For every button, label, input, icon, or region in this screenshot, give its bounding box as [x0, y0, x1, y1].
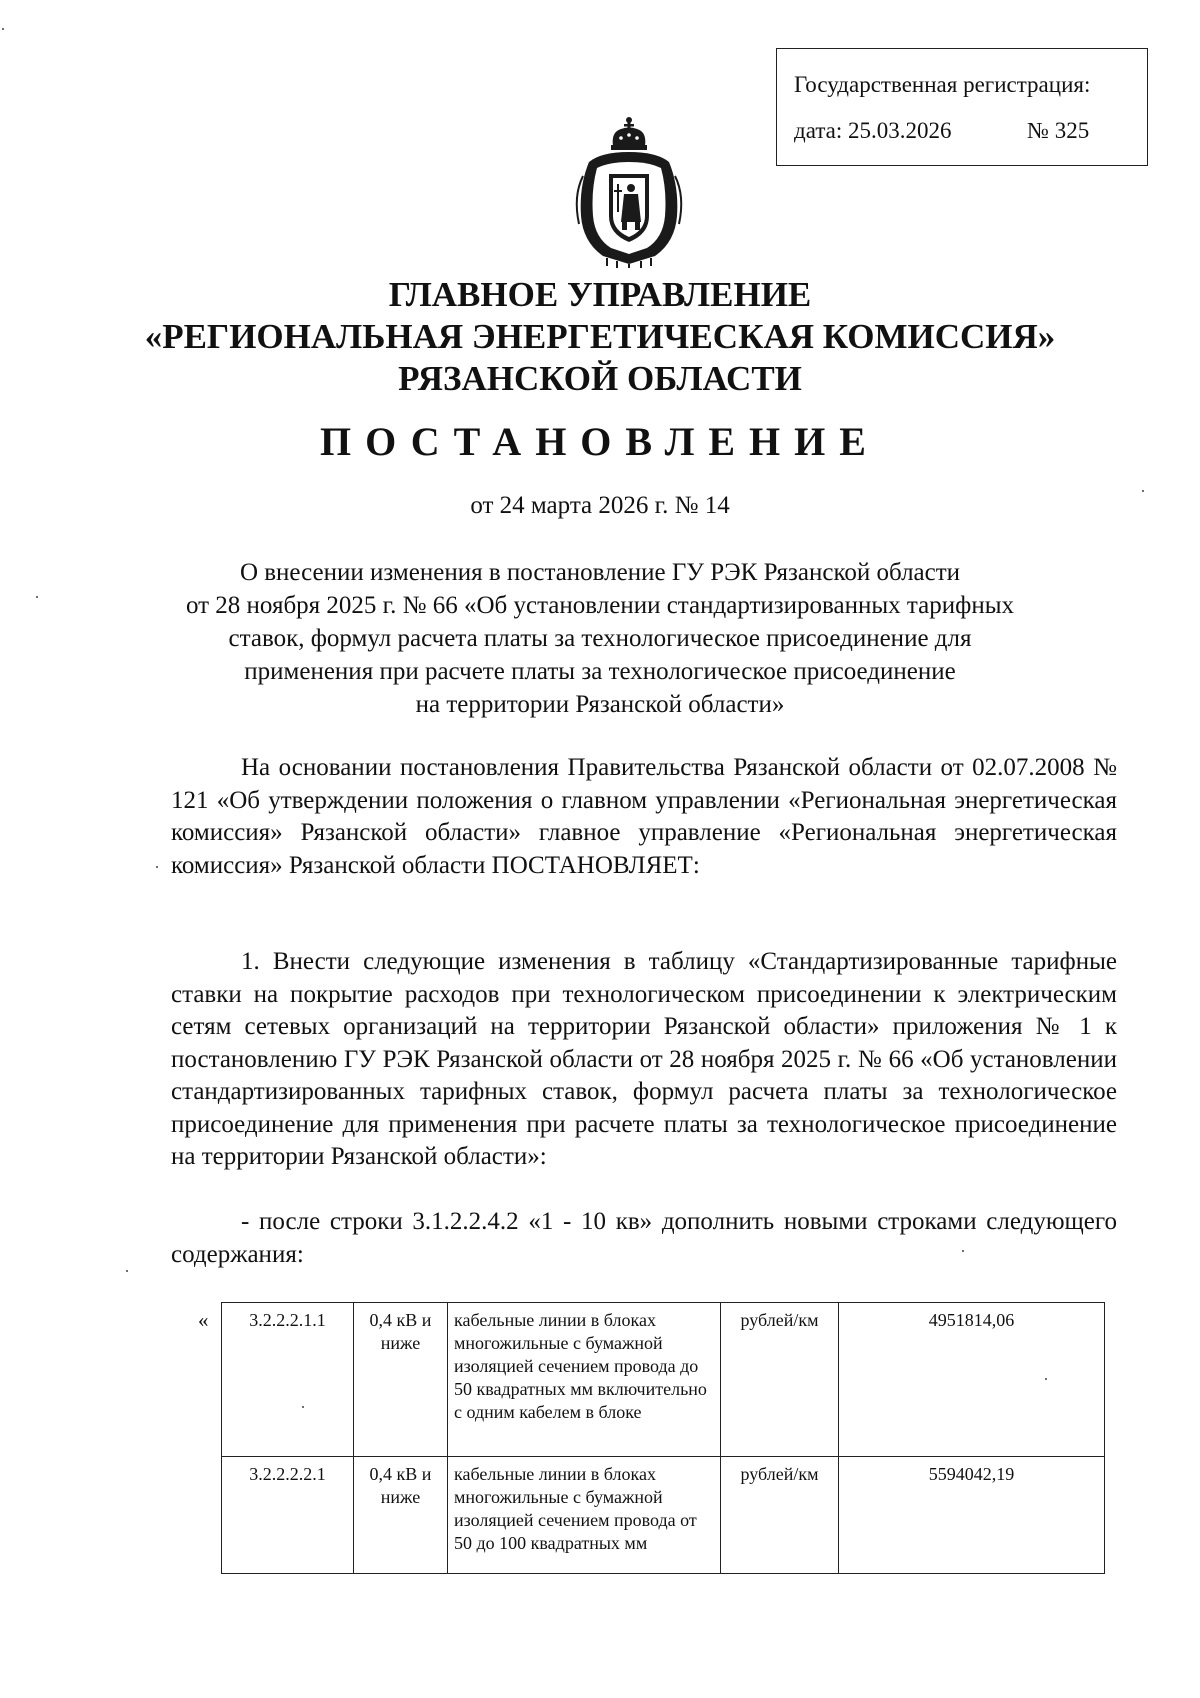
scan-speck: [962, 1250, 964, 1252]
registration-date: дата: 25.03.2026: [794, 118, 952, 143]
subject-line: ставок, формул расчета платы за технологическое присоединение для: [228, 625, 972, 652]
ryazan-coat-of-arms-icon: [567, 116, 691, 268]
scan-speck: [156, 866, 158, 868]
org-line-1: ГЛАВНОЕ УПРАВЛЕНИЕ: [388, 275, 812, 314]
row-value: 5594042,19: [839, 1457, 1105, 1574]
subject-line: О внесении изменения в постановление ГУ РЭК Рязанской области: [239, 559, 961, 586]
item-1-subparagraph: - после строки 3.1.2.2.4.2 «1 - 10 кв» дополнить новыми строками следующего содержания:: [171, 1208, 1117, 1268]
registration-stamp: [776, 48, 1148, 166]
document-date: от 24 марта 2026 г. № 14: [470, 492, 730, 519]
org-line-2: «РЕГИОНАЛЬНАЯ ЭНЕРГЕТИЧЕСКАЯ КОМИССИЯ»: [144, 317, 1056, 356]
subject-line: применения при расчете платы за технологическое присоединение: [244, 658, 956, 685]
scan-speck: [2, 28, 4, 30]
table-row: [222, 1457, 1105, 1574]
org-line-3: РЯЗАНСКОЙ ОБЛАСТИ: [398, 359, 802, 398]
scan-speck: [1142, 490, 1144, 492]
organization-name: [0, 274, 1200, 400]
row-voltage: 0,4 кВ и ниже: [354, 1303, 448, 1457]
item-1-paragraph: 1. Внести следующие изменения в таблицу «Стандартизированные тарифные ставки на покрытие расходов при технологическом присоединении к электрическим сетям сетевых организаций на территории Рязанской области» приложения № 1 к постановлению ГУ РЭК Рязанской области от 28 ноября 2025 г. № 66 «Об установлении стандартизированных тарифных ставок, формул расчета платы за технологическое присоединение для применения при расчете платы за технологическое присоединение на территории Рязанской области»:: [171, 948, 1117, 1170]
subject-line: от 28 ноября 2025 г. № 66 «Об установлении стандартизированных тарифных: [185, 592, 1015, 619]
scan-speck: [1045, 1378, 1047, 1380]
row-code: 3.2.2.2.1.1: [222, 1303, 354, 1457]
row-voltage: 0,4 кВ и ниже: [354, 1457, 448, 1574]
subject-line: на территории Рязанской области»: [415, 691, 785, 718]
row-description: кабельные линии в блоках многожильные с бумажной изоляцией сечением провода от 50 до 100 квадратных мм: [448, 1457, 721, 1574]
tariff-rows-table: [221, 1302, 1105, 1574]
table-open-quote: «: [198, 1308, 209, 1332]
scan-speck: [126, 1270, 128, 1272]
table-row: [222, 1303, 1105, 1457]
registration-title: Государственная регистрация:: [794, 72, 1091, 97]
row-unit: рублей/км: [721, 1303, 839, 1457]
registration-number: № 325: [1027, 118, 1090, 143]
scan-speck: [302, 1406, 304, 1408]
basis-paragraph: На основании постановления Правительства Рязанской области от 02.07.2008 № 121 «Об утверждении положения о главном управлении «Региональная энергетическая комиссия» Рязанской области» главное управление «Региональная энергетическая комиссия» Рязанской области ПОСТАНОВЛЯЕТ:: [171, 754, 1117, 879]
row-value: 4951814,06: [839, 1303, 1105, 1457]
row-description: кабельные линии в блоках многожильные с бумажной изоляцией сечением провода до 50 квадратных мм включительно с одним кабелем в блоке: [448, 1303, 721, 1457]
document-subject: [150, 556, 1050, 721]
row-unit: рублей/км: [721, 1457, 839, 1574]
scan-speck: [36, 596, 38, 598]
row-code: 3.2.2.2.2.1: [222, 1457, 354, 1574]
document-type: ПОСТАНОВЛЕНИЕ: [320, 419, 880, 464]
